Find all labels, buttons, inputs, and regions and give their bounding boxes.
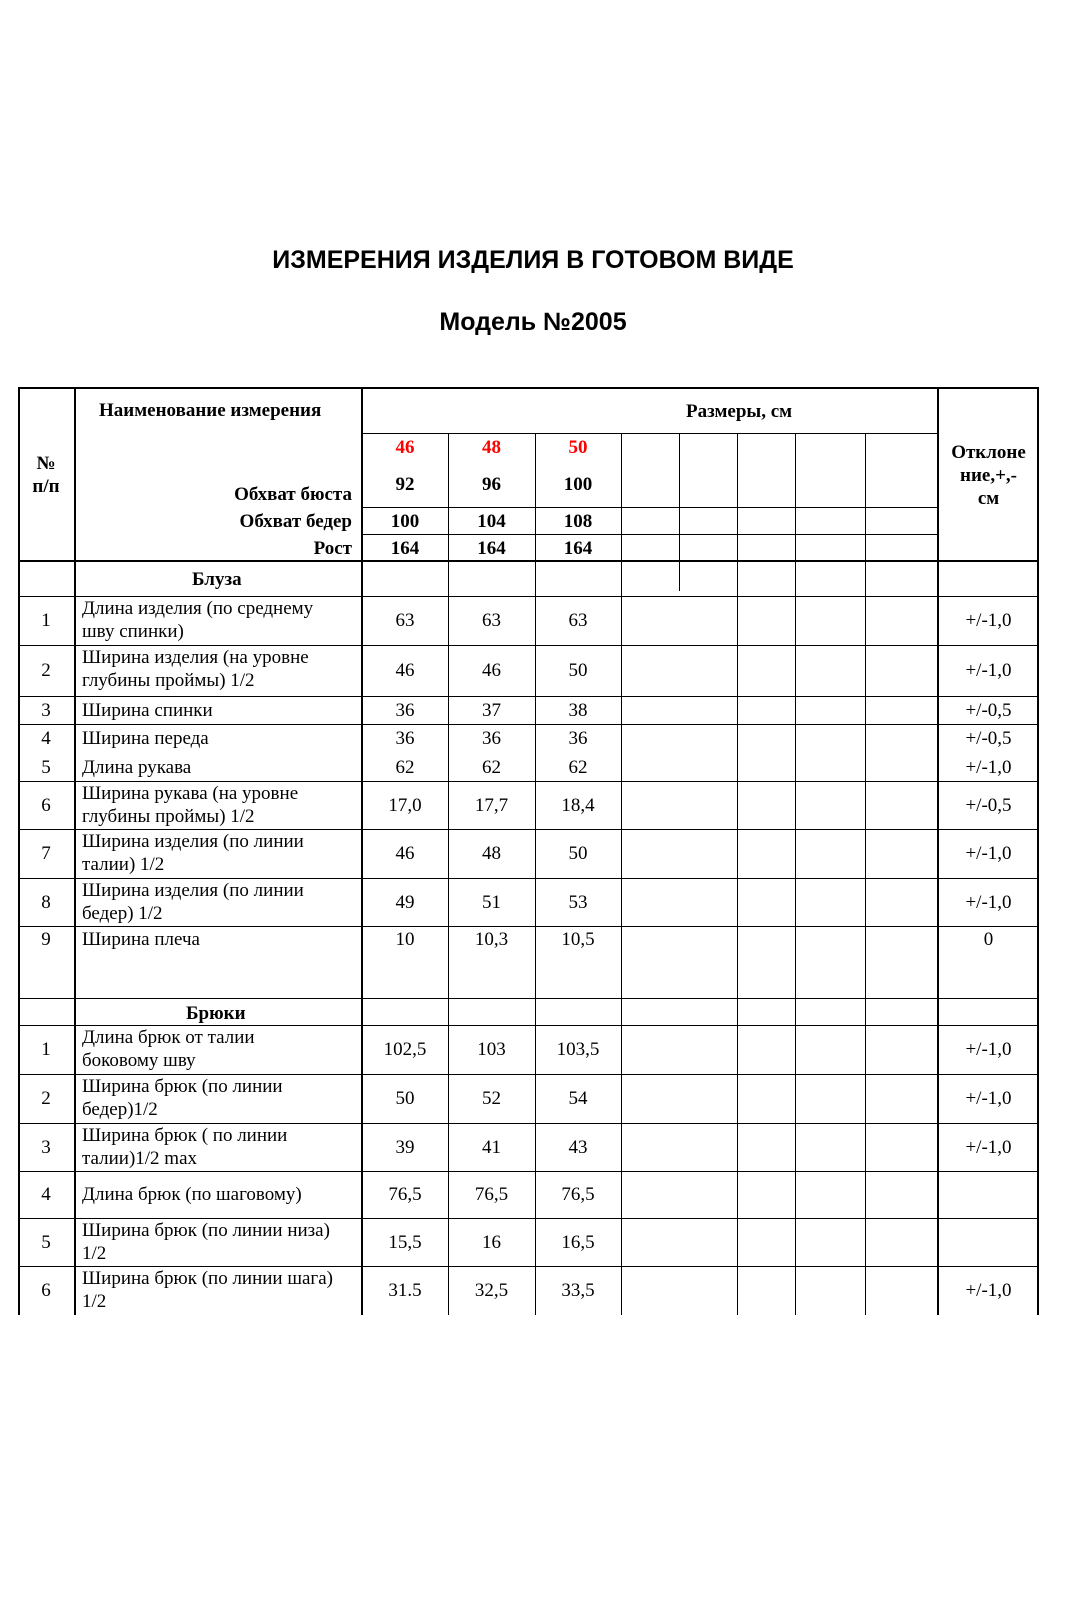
- measurement-value: 51: [482, 892, 501, 913]
- measurement-value: 17,7: [474, 795, 509, 816]
- row-number: 4: [41, 728, 51, 749]
- measurement-name: Ширина спинки: [82, 700, 213, 721]
- measurement-value: 52: [482, 1088, 501, 1109]
- measurement-name: Ширина брюк (по линии низа) 1/2: [82, 1220, 330, 1264]
- grid-line: [18, 998, 1039, 999]
- grid-line: [1037, 561, 1039, 1315]
- tolerance-value: +/-1,0: [965, 1280, 1012, 1301]
- measurement-value: 16,5: [561, 1232, 595, 1253]
- grid-line: [737, 433, 738, 561]
- measurement-value: 46: [482, 660, 501, 681]
- measurement-value: 41: [482, 1137, 501, 1158]
- row-number: 1: [41, 610, 51, 631]
- grid-line: [18, 1123, 1039, 1124]
- row-number: 6: [41, 1280, 51, 1301]
- measurement-value: 16: [482, 1232, 501, 1253]
- measurement-value: 39: [395, 1137, 415, 1158]
- measurement-value: 36: [568, 728, 588, 749]
- measurement-name: Ширина переда: [82, 728, 209, 749]
- measurement-value: 50: [395, 1088, 415, 1109]
- height-label: Рост: [313, 538, 352, 559]
- header-number: № п/п: [32, 453, 60, 497]
- grid-line: [18, 645, 1039, 646]
- measurement-value: 43: [568, 1137, 588, 1158]
- height-value: 164: [477, 538, 506, 559]
- grid-line: [18, 926, 1039, 927]
- tolerance-value: 0: [983, 929, 994, 950]
- row-number: 6: [41, 795, 51, 816]
- measurement-value: 46: [395, 660, 415, 681]
- measurement-value: 50: [568, 660, 588, 681]
- tolerance-value: +/-1,0: [965, 610, 1012, 631]
- measurement-value: 36: [395, 728, 415, 749]
- grid-line: [937, 387, 939, 1315]
- measurement-value: 76,5: [474, 1184, 509, 1205]
- measurement-value: 10: [395, 929, 415, 950]
- measurement-name: Ширина изделия (на уровне глубины проймы) 1/2: [82, 647, 309, 691]
- measurement-name: Ширина рукава (на уровне глубины проймы) 1/2: [82, 783, 299, 827]
- tolerance-value: +/-0,5: [965, 728, 1012, 749]
- measurement-value: 102,5: [383, 1039, 427, 1060]
- row-number: 2: [41, 660, 51, 681]
- size-label: 46: [395, 437, 415, 458]
- grid-line: [18, 560, 1039, 562]
- row-number: 3: [41, 700, 51, 721]
- tolerance-value: +/-0,5: [965, 700, 1012, 721]
- grid-line: [1037, 387, 1039, 561]
- model-number: Модель №2005: [439, 308, 627, 336]
- measurement-value: 36: [482, 728, 501, 749]
- grid-line: [361, 387, 363, 1315]
- grid-line: [18, 387, 20, 1315]
- measurement-value: 53: [568, 892, 588, 913]
- measurement-value: 37: [482, 700, 501, 721]
- measurement-value: 18,4: [561, 795, 595, 816]
- measurement-name: Ширина брюк ( по линии талии)1/2 max: [82, 1125, 288, 1169]
- row-number: 7: [41, 843, 51, 864]
- row-number: 3: [41, 1137, 51, 1158]
- grid-line: [361, 534, 938, 535]
- measurement-value: 54: [568, 1088, 588, 1109]
- measurement-table: [18, 387, 1039, 1315]
- grid-line: [18, 1218, 1039, 1219]
- tolerance-value: +/-1,0: [965, 843, 1012, 864]
- measurement-value: 49: [395, 892, 415, 913]
- grid-line: [18, 878, 1039, 879]
- tolerance-value: +/-1,0: [965, 660, 1012, 681]
- grid-line: [18, 1074, 1039, 1075]
- measurement-value: 63: [568, 610, 588, 631]
- size-label: 48: [482, 437, 501, 458]
- measurement-value: 31.5: [388, 1280, 422, 1301]
- tolerance-value: +/-1,0: [965, 1088, 1012, 1109]
- measurement-value: 62: [395, 757, 415, 778]
- measurement-value: 15,5: [388, 1232, 422, 1253]
- grid-line: [865, 433, 866, 561]
- header-measurement-name: Наименование измерения: [99, 400, 322, 421]
- measurement-value: 63: [482, 610, 501, 631]
- grid-line: [737, 561, 738, 1315]
- measurement-value: 32,5: [474, 1280, 509, 1301]
- grid-line: [679, 561, 680, 591]
- measurement-name: Ширина изделия (по линии бедер) 1/2: [82, 880, 304, 924]
- measurement-value: 103: [477, 1039, 506, 1060]
- grid-line: [18, 781, 1039, 782]
- row-number: 8: [41, 892, 51, 913]
- grid-line: [621, 433, 622, 1315]
- section-blouse: Блуза: [192, 569, 242, 590]
- grid-line: [361, 507, 938, 508]
- height-value: 164: [563, 538, 593, 559]
- grid-line: [18, 1025, 1039, 1026]
- hips-value: 104: [477, 511, 506, 532]
- grid-line: [18, 724, 1039, 725]
- grid-line: [448, 433, 449, 1315]
- tolerance-value: +/-1,0: [965, 757, 1012, 778]
- measurement-name: Длина изделия (по среднему шву спинки): [82, 598, 314, 642]
- measurement-value: 76,5: [561, 1184, 595, 1205]
- measurement-value: 17,0: [388, 795, 422, 816]
- page-title: ИЗМЕРЕНИЯ ИЗДЕЛИЯ В ГОТОВОМ ВИДЕ: [272, 246, 794, 274]
- grid-line: [795, 433, 796, 561]
- grid-line: [18, 1266, 1039, 1267]
- header-sizes: Размеры, см: [686, 401, 793, 422]
- measurement-value: 10,5: [561, 929, 595, 950]
- measurement-value: 33,5: [561, 1280, 595, 1301]
- measurement-name: Ширина плеча: [82, 929, 200, 950]
- hips-value: 108: [563, 511, 593, 532]
- grid-line: [865, 561, 866, 1315]
- tolerance-value: +/-1,0: [965, 892, 1012, 913]
- row-number: 1: [41, 1039, 51, 1060]
- measurement-name: Ширина изделия (по линии талии) 1/2: [82, 831, 304, 875]
- measurement-value: 62: [568, 757, 588, 778]
- measurement-name: Ширина брюк (по линии бедер)1/2: [82, 1076, 283, 1120]
- measurement-name: Ширина брюк (по линии шага) 1/2: [82, 1268, 333, 1312]
- measurement-value: 36: [395, 700, 415, 721]
- measurement-value: 63: [395, 610, 415, 631]
- measurement-value: 62: [482, 757, 501, 778]
- row-number: 5: [41, 757, 51, 778]
- measurement-value: 46: [395, 843, 415, 864]
- size-label: 50: [568, 437, 588, 458]
- measurement-name: Длина брюк (по шаговому): [82, 1184, 302, 1205]
- measurement-value: 76,5: [388, 1184, 422, 1205]
- hips-label: Обхват бедер: [239, 511, 352, 532]
- grid-line: [18, 696, 1039, 697]
- height-value: 164: [390, 538, 420, 559]
- tolerance-value: +/-0,5: [965, 795, 1012, 816]
- bust-label: Обхват бюста: [234, 484, 352, 505]
- tolerance-value: +/-1,0: [965, 1137, 1012, 1158]
- tolerance-value: +/-1,0: [965, 1039, 1012, 1060]
- row-number: 5: [41, 1232, 51, 1253]
- measurement-value: 10,3: [474, 929, 509, 950]
- grid-line: [795, 561, 796, 1315]
- measurement-name: Длина брюк от талии боковому шву: [82, 1027, 255, 1071]
- hips-value: 100: [390, 511, 420, 532]
- measurement-value: 50: [568, 843, 588, 864]
- section-trousers: Брюки: [186, 1003, 246, 1024]
- bust-value: 100: [563, 474, 593, 495]
- grid-line: [18, 829, 1039, 830]
- row-number: 4: [41, 1184, 51, 1205]
- bust-value: 92: [395, 474, 415, 495]
- grid-line: [535, 433, 536, 1315]
- grid-line: [18, 596, 1039, 597]
- row-number: 9: [41, 929, 51, 950]
- grid-line: [679, 433, 680, 561]
- grid-line: [18, 387, 1039, 389]
- measurement-value: 38: [568, 700, 588, 721]
- measurement-value: 103,5: [556, 1039, 600, 1060]
- measurement-name: Длина рукава: [82, 757, 192, 778]
- grid-line: [74, 387, 76, 1315]
- grid-line: [18, 1171, 1039, 1172]
- measurement-value: 48: [482, 843, 501, 864]
- bust-value: 96: [482, 474, 501, 495]
- row-number: 2: [41, 1088, 51, 1109]
- header-tolerance: Отклоне ние,+,- см: [951, 442, 1026, 509]
